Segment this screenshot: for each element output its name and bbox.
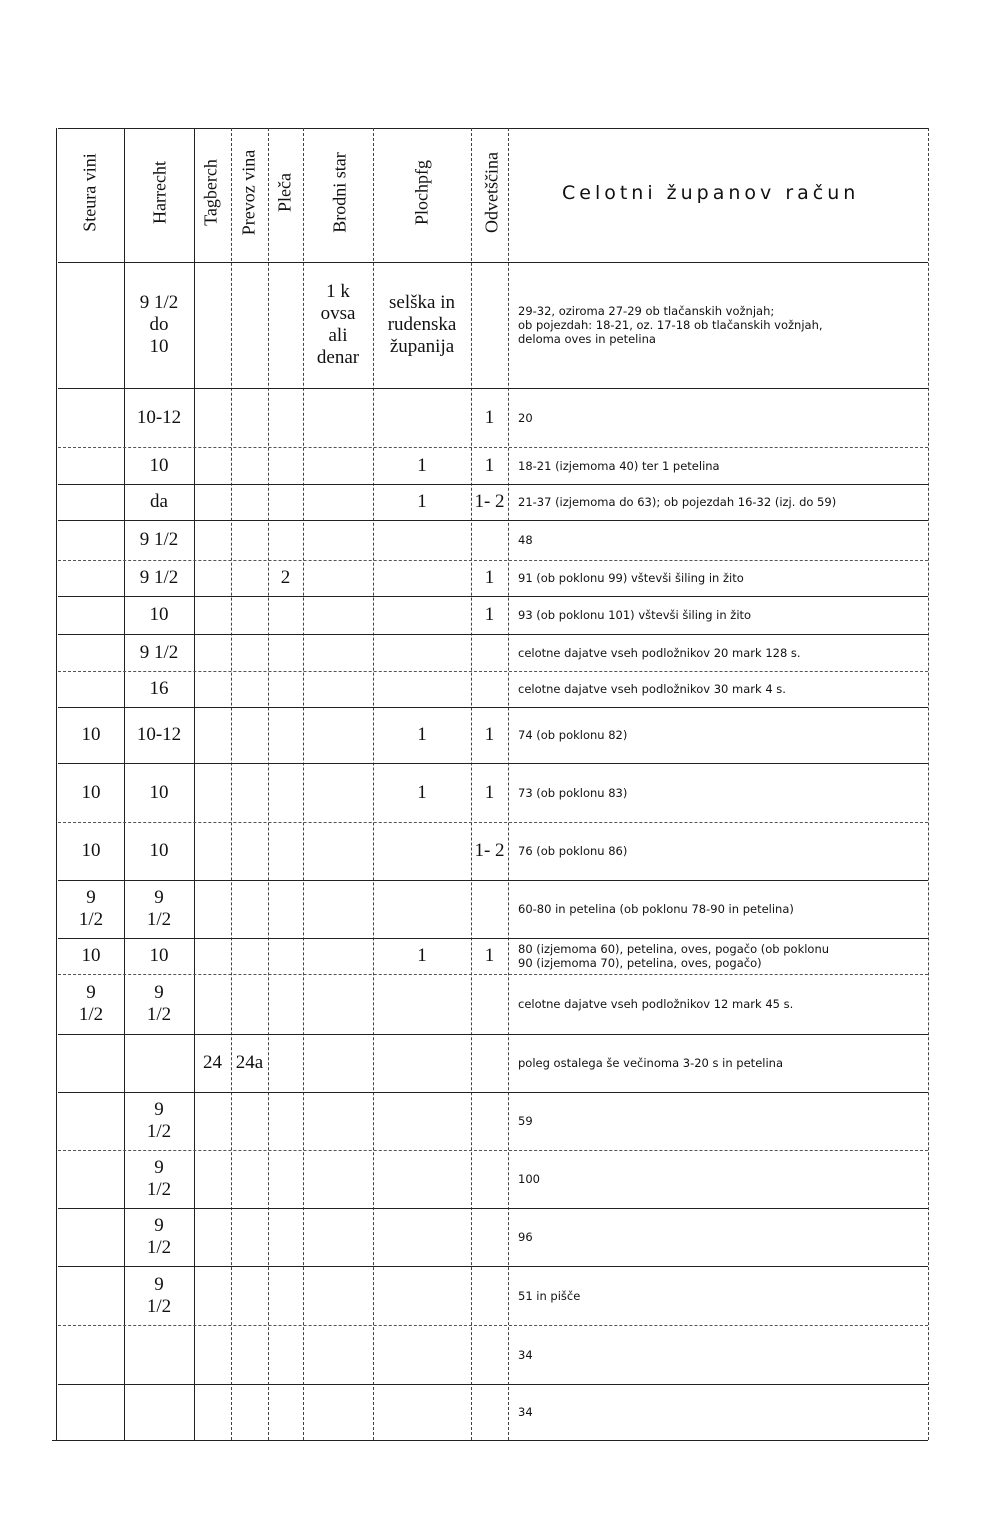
row-rule: [58, 880, 928, 881]
row-rule: [58, 1034, 928, 1035]
cell-note: 74 (ob poklonu 82): [518, 728, 628, 742]
cell-harrecht: 10: [149, 604, 169, 625]
header-harrecht: Harrecht: [149, 161, 170, 224]
table-top-rule: [58, 128, 928, 129]
cell-odvet: 1: [484, 406, 495, 428]
column-rule: [231, 128, 232, 1440]
cell-harrecht: 9 1/2: [146, 1099, 172, 1142]
cell-note: 76 (ob poklonu 86): [518, 844, 628, 858]
cell-note: 59: [518, 1114, 533, 1128]
cell-note: celotne dajatve vseh podložnikov 12 mark 45 s.: [518, 997, 794, 1011]
cell-note: 34: [518, 1405, 533, 1419]
cell-note: celotne dajatve vseh podložnikov 30 mark 4 s.: [518, 682, 786, 696]
cell-steura: 10: [81, 945, 101, 966]
cell-odvet: 1- 2: [474, 491, 505, 512]
row-rule: [58, 671, 928, 672]
cell-harrecht: 9 1/2: [146, 982, 172, 1025]
row-rule: [58, 262, 928, 263]
row-rule: [58, 634, 928, 635]
cell-tagberch: 24: [203, 1052, 222, 1073]
row-rule: [58, 560, 928, 561]
row-rule: [58, 484, 928, 485]
cell-harrecht: 10: [149, 840, 169, 861]
row-rule: [58, 1208, 928, 1209]
row-rule: [58, 447, 928, 448]
cell-plochpfg: 1: [417, 491, 427, 512]
table-bottom-rule: [52, 1440, 928, 1441]
column-rule: [268, 128, 269, 1440]
cell-harrecht: 9 1/2: [146, 887, 172, 930]
cell-note: 20: [518, 410, 533, 425]
table-right-rule: [928, 128, 929, 1440]
cell-harrecht: 10-12: [136, 724, 182, 745]
cell-harrecht: 10-12: [136, 406, 182, 428]
cell-odvet: 1: [484, 567, 495, 588]
cell-note: 96: [518, 1230, 533, 1244]
cell-note: 100: [518, 1172, 540, 1186]
cell-note: 93 (ob poklonu 101) vštevši šiling in žito: [518, 608, 752, 622]
row-rule: [58, 1266, 928, 1267]
cell-plochpfg: 1: [417, 945, 427, 966]
cell-note: 48: [518, 533, 533, 547]
cell-odvet: 1- 2: [474, 840, 505, 861]
row-rule: [58, 1092, 928, 1093]
cell-note: 51 in piščе: [518, 1288, 581, 1303]
cell-note: 21-37 (izjemoma do 63); ob pojezdah 16-32 (izj. do 59): [518, 495, 837, 509]
row-rule: [58, 1384, 928, 1385]
cell-harrecht: 9 1/2: [139, 567, 179, 588]
cell-pleca: 2: [280, 567, 291, 588]
row-rule: [58, 388, 928, 389]
header-pleca: Pleča: [274, 173, 295, 212]
cell-harrecht: 10: [149, 945, 169, 966]
row-rule: [58, 707, 928, 708]
cell-harrecht: 10: [149, 454, 169, 476]
cell-harrecht: 9 1/2: [139, 641, 179, 663]
cell-odvet: 1: [484, 604, 495, 625]
cell-harrecht: 9 1/2: [146, 1157, 172, 1200]
cell-steura: 10: [81, 781, 101, 803]
cell-harrecht: 10: [149, 781, 169, 803]
header-celotni: Celotni županov račun: [562, 182, 860, 204]
header-steura-vini: Steura vini: [79, 153, 100, 232]
cell-harrecht: 16: [149, 678, 169, 699]
cell-odvet: 1: [484, 945, 495, 966]
cell-note: 34: [518, 1347, 533, 1362]
cell-odvet: 1: [484, 781, 495, 803]
column-rule: [194, 128, 195, 1440]
table-left-rule: [56, 128, 57, 1440]
cell-harrecht: 9 1/2: [146, 1215, 172, 1258]
header-plochpfg: Plochpfg: [411, 160, 432, 225]
cell-steura: 10: [81, 840, 101, 861]
cell-harrecht: da: [150, 491, 168, 512]
cell-odvet: 1: [484, 724, 495, 745]
header-odvetscina: Odvetščina: [481, 152, 502, 233]
row-rule: [58, 763, 928, 764]
cell-steura: 10: [81, 724, 101, 745]
cell-plochpfg: selška in rudenska županija: [387, 292, 457, 357]
cell-plochpfg: 1: [417, 781, 427, 803]
row-rule: [58, 822, 928, 823]
header-prevoz-vina: Prevoz vina: [238, 149, 259, 236]
cell-steura: 9 1/2: [78, 982, 104, 1025]
cell-harrecht: 9 1/2: [139, 529, 179, 550]
row-rule: [58, 1325, 928, 1326]
cell-plochpfg: 1: [417, 724, 427, 745]
row-rule: [58, 596, 928, 597]
cell-harrecht: 9 1/2 do 10: [139, 292, 179, 357]
column-rule: [508, 128, 509, 1440]
row-rule: [58, 520, 928, 521]
cell-brodni: 1 k ovsa ali denar: [316, 281, 360, 368]
header-brodni-star: Brodni star: [329, 152, 350, 233]
cell-note: celotne dajatve vseh podložnikov 20 mark 128 s.: [518, 645, 801, 660]
cell-prevoz: 24a: [235, 1052, 264, 1073]
cell-steura: 9 1/2: [78, 887, 104, 930]
cell-note: 73 (ob poklonu 83): [518, 785, 628, 800]
cell-note: 18-21 (izjemoma 40) ter 1 petelina: [518, 458, 720, 473]
row-rule: [58, 974, 928, 975]
row-rule: [58, 938, 928, 939]
cell-harrecht: 9 1/2: [146, 1273, 172, 1317]
row-rule: [58, 1150, 928, 1151]
cell-plochpfg: 1: [417, 454, 427, 476]
cell-note: 80 (izjemoma 60), petelina, oves, pogačo (ob poklonu 90 (izjemoma 70), petelina, oves, pogačo): [518, 942, 830, 970]
header-tagberch: Tagberch: [200, 159, 221, 226]
cell-note: 91 (ob poklonu 99) vštevši šiling in žito: [518, 571, 744, 585]
cell-note: 60-80 in petelina (ob poklonu 78-90 in petelina): [518, 902, 794, 916]
cell-note: poleg ostalega še večinoma 3-20 s in petelina: [518, 1056, 783, 1070]
cell-note: 29-32, oziroma 27-29 ob tlačanskih vožnjah; ob pojezdah: 18-21, oz. 17-18 ob tlačanskih vožnjah, deloma oves in petelina: [518, 304, 823, 346]
cell-odvet: 1: [484, 454, 495, 476]
